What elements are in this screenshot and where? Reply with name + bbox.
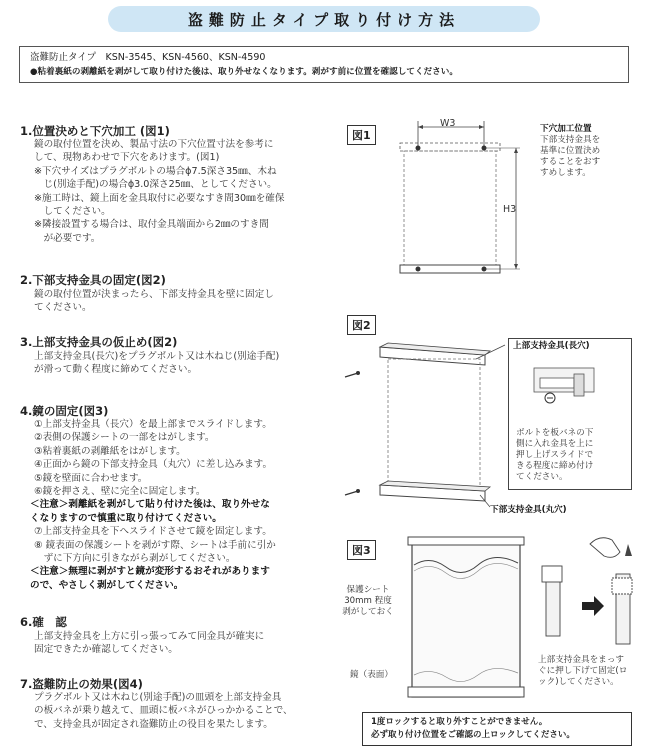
section-4-body bbox=[30, 418, 334, 592]
text-line: てください。 bbox=[34, 302, 92, 314]
caution-text: ＜注意＞無理に剥がすと鏡が変形するおそれがあります bbox=[30, 566, 270, 578]
figure-3-label: 図3 bbox=[347, 540, 376, 560]
page-title: 盗難防止タイプ取り付け方法 bbox=[108, 6, 540, 32]
text-line: ④正面から鏡の下部支持金具（丸穴）に差し込みます。 bbox=[34, 459, 273, 471]
note-title: 下穴加工位置 bbox=[540, 124, 592, 134]
note-line: 押し上げスライドで bbox=[516, 450, 594, 460]
note-line: 30mm 程度 bbox=[344, 596, 392, 606]
text-line: ②表側の保護シートの一部をはがします。 bbox=[34, 432, 215, 444]
lower-bracket-label: 下部支持金具(丸穴) bbox=[490, 505, 567, 515]
text-line: ⑤鏡を壁面に合わせます。 bbox=[34, 472, 148, 484]
figure-3-drawing bbox=[400, 535, 530, 705]
text-line: プラグボルト又は木ねじ(別途手配)の皿頭を上部支持金具 bbox=[34, 692, 282, 703]
mirror-surface-label: 鏡（表面） bbox=[350, 670, 393, 680]
caution-text: くなりますので慎重に取り付けてください。 bbox=[30, 512, 222, 524]
figure-3-note bbox=[538, 655, 627, 688]
text-line: して、現物あわせで下穴をあけます。(図1) bbox=[34, 152, 220, 164]
text-line: で、支持金具が固定され盗難防止の役目を果たします。 bbox=[34, 718, 273, 730]
warning-line: 必ず取り付け位置をご確認の上ロックしてください。 bbox=[371, 730, 575, 740]
upper-bracket-label: 上部支持金具(長穴) bbox=[513, 341, 590, 351]
section-2-heading: 2.下部支持金具の固定(図2) bbox=[20, 273, 166, 287]
section-7-body bbox=[34, 691, 334, 731]
lock-warning-box bbox=[362, 712, 632, 746]
model-list: 盗難防止タイプ KSN-3545、KSN-4560、KSN-4590 bbox=[30, 52, 266, 63]
section-3-heading: 3.上部支持金具の仮止め(図2) bbox=[20, 335, 178, 349]
caution-text: ＜注意＞剥離紙を剥がして貼り付けた後は、取り外せな bbox=[30, 499, 270, 511]
text-line: ⑥鏡を押さえ、壁に完全に固定します。 bbox=[34, 486, 206, 498]
figure-2-drawing bbox=[340, 335, 510, 515]
text-line: の板バネが乗り越えて、皿頭に板バネがひっかかることで、 bbox=[34, 705, 293, 717]
section-7-heading: 7.盗難防止の効果(図4) bbox=[20, 677, 143, 691]
text-line: が必要です。 bbox=[34, 232, 101, 244]
text-line: ①上部支持金具（長穴）を最上部までスライドします。 bbox=[34, 419, 272, 430]
text-line: ③粘着裏紙の剥離紙をはがします。 bbox=[34, 445, 186, 457]
note-line: ぐに押し下げて固定(ロ bbox=[538, 666, 628, 676]
note-line: 下部支持金具を bbox=[540, 135, 601, 145]
text-line: じ(別途手配)の場合ɸ3.0深さ25㎜、としてください。 bbox=[34, 179, 277, 191]
note-line: することをおす bbox=[540, 157, 601, 167]
text-line: 鏡の取付位置を決め、製品寸法の下穴位置寸法を参考に bbox=[34, 139, 274, 150]
text-line: 上部支持金具(長穴)をプラグボルト又は木ねじ(別途手配) bbox=[34, 351, 280, 362]
figure-1-note bbox=[540, 124, 600, 179]
note-line: 基準に位置決め bbox=[540, 146, 601, 156]
text-line: ⑧ 鏡表面の保護シートを剥がす際、シートは手前に引か bbox=[34, 539, 276, 551]
model-info-box bbox=[19, 46, 629, 83]
down-arrow bbox=[625, 544, 632, 556]
figure-1-drawing bbox=[380, 115, 530, 285]
note-line: ック)してください。 bbox=[538, 677, 619, 687]
text-line: ※隣接設置する場合は、取付金具端面から2㎜のすき間 bbox=[34, 219, 269, 231]
note-line: 保護シート bbox=[346, 585, 390, 595]
section-3-body bbox=[34, 350, 334, 377]
text-line: 鏡の取付位置が決まったら、下部支持金具を壁に固定し bbox=[34, 289, 274, 300]
note-line: 上部支持金具をまっす bbox=[538, 655, 624, 665]
figure-1-label: 図1 bbox=[347, 125, 376, 145]
text-line: ※下穴サイズはプラグボルトの場合ɸ7.5深さ35㎜、木ね bbox=[34, 165, 277, 177]
note-line: ボルトを板バネの下 bbox=[516, 428, 594, 438]
figure-2-label: 図2 bbox=[347, 315, 376, 335]
note-line: 側に入れ金具を上に bbox=[516, 439, 594, 449]
section-1-heading: 1.位置決めと下穴加工 (図1) bbox=[20, 124, 170, 138]
text-line: 上部支持金具を上方に引っ張ってみて同金具が確実に bbox=[34, 631, 265, 642]
note-line: 剥がしておく bbox=[342, 607, 394, 617]
bracket-detail-drawing bbox=[520, 358, 620, 416]
warning-line: 1度ロックすると取り外すことができません。 bbox=[371, 717, 548, 727]
section-1-body bbox=[34, 138, 334, 245]
text-line: が滑って動く程度に締めてください。 bbox=[34, 364, 198, 376]
text-line: ずに下方向に引きながら剥がしてください。 bbox=[34, 553, 236, 565]
section-6-heading: 6.確 認 bbox=[20, 615, 67, 629]
text-line: 固定できたか確認してください。 bbox=[34, 644, 178, 656]
note-line: すめします。 bbox=[540, 168, 591, 178]
caution-text: ので、やさしく剥がしてください。 bbox=[30, 579, 184, 591]
text-line: ⑦上部支持金具を下へスライドさせて鏡を固定します。 bbox=[34, 526, 272, 538]
section-6-body bbox=[34, 630, 334, 657]
text-line: ※施工時は、鏡上面を金具取付に必要なすき間30㎜を確保 bbox=[34, 192, 285, 204]
protective-sheet-note bbox=[333, 585, 403, 618]
h3-label: H3 bbox=[503, 204, 517, 215]
figure-2-note bbox=[516, 428, 593, 483]
note-line: きる程度に締め付け bbox=[516, 461, 594, 471]
slide-lock-drawing bbox=[540, 530, 640, 650]
warning-text: ●粘着裏紙の剥離紙を剥がして取り付けた後は、取り外せなくなります。剥がす前に位置を確認してください。 bbox=[30, 67, 458, 77]
text-line: してください。 bbox=[34, 206, 111, 218]
section-2-body bbox=[34, 288, 334, 315]
w3-label: W3 bbox=[440, 118, 456, 129]
section-4-heading: 4.鏡の固定(図3) bbox=[20, 404, 109, 418]
note-line: てください。 bbox=[516, 472, 568, 482]
